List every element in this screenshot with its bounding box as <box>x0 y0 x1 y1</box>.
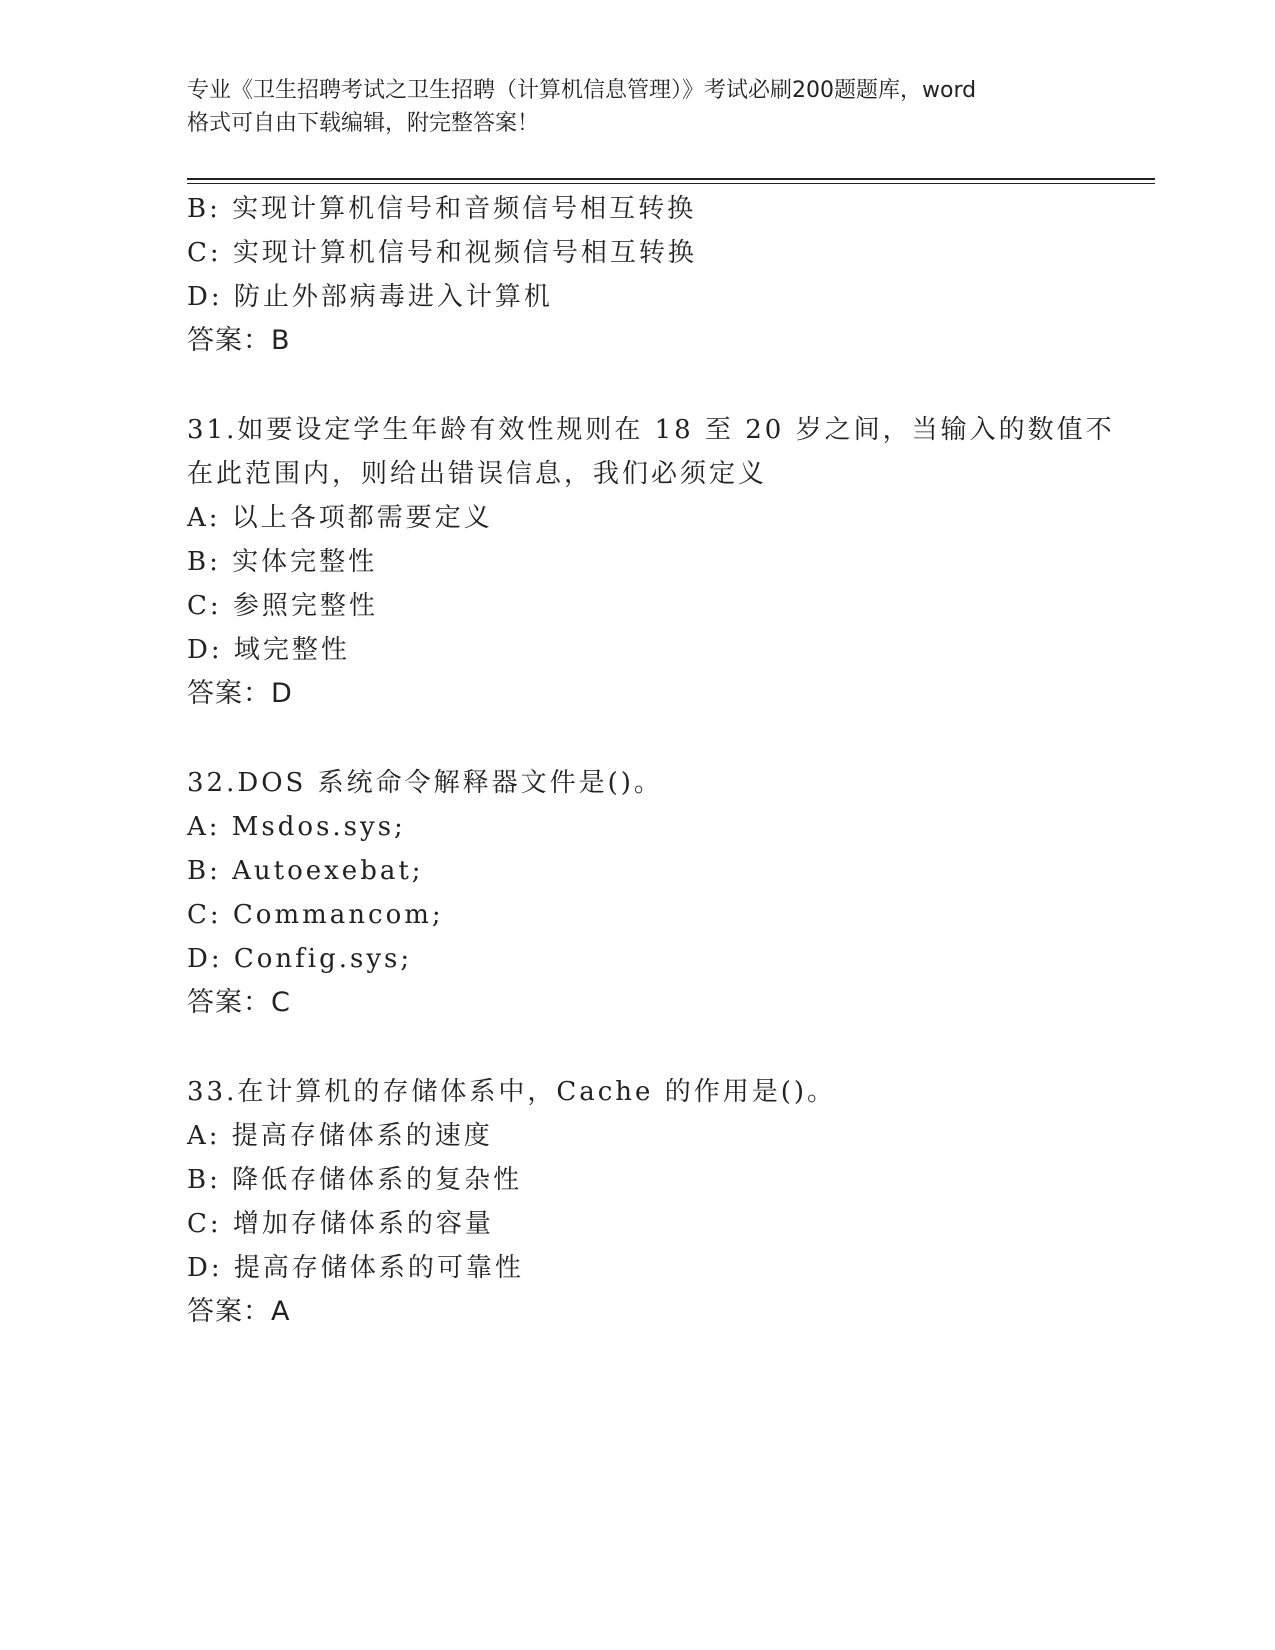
answer-line: 答案：C <box>187 987 291 1018</box>
answer-line: 答案：A <box>187 1296 291 1327</box>
question-block-31 <box>187 408 1115 716</box>
answer-line: 答案：B <box>187 325 291 356</box>
option-c: C: 参照完整性 <box>187 591 378 621</box>
option-c: C: Commancom; <box>187 900 444 930</box>
answer-line: 答案：D <box>187 678 293 709</box>
option-d: D: 防止外部病毒进入计算机 <box>187 282 553 312</box>
option-d: D: Config.sys; <box>187 944 413 974</box>
option-b: B: Autoexebat; <box>187 856 424 886</box>
question-block-prev <box>187 187 1087 363</box>
question-stem-line-2: 在此范围内，则给出错误信息，我们必须定义 <box>187 459 768 489</box>
header-title-line-2: 格式可自由下载编辑，附完整答案！ <box>187 111 540 136</box>
option-b: B: 降低存储体系的复杂性 <box>187 1165 523 1195</box>
question-stem: 32.DOS 系统命令解释器文件是()。 <box>187 768 663 798</box>
header-title-line-1: 专业《卫生招聘考试之卫生招聘（计算机信息管理）》考试必刷200题题库，word <box>187 78 977 103</box>
option-d: D: 提高存储体系的可靠性 <box>187 1253 524 1283</box>
question-gap <box>187 716 1087 761</box>
option-b: B: 实体完整性 <box>187 547 378 577</box>
option-a: A: 以上各项都需要定义 <box>187 503 493 533</box>
question-stem: 33.在计算机的存储体系中，Cache 的作用是()。 <box>187 1077 836 1107</box>
option-c: C: 实现计算机信号和视频信号相互转换 <box>187 238 697 268</box>
header-rule-thin <box>187 183 1155 184</box>
option-a: A: 提高存储体系的速度 <box>187 1121 493 1151</box>
question-block-33 <box>187 1070 1087 1334</box>
header-rule-thick <box>187 178 1155 180</box>
question-gap <box>187 363 1087 408</box>
option-b: B: 实现计算机信号和音频信号相互转换 <box>187 194 697 224</box>
option-c: C: 增加存储体系的容量 <box>187 1209 494 1239</box>
question-block-32 <box>187 761 1087 1025</box>
question-gap <box>187 1025 1087 1070</box>
question-stem-line-1: 31.如要设定学生年龄有效性规则在 18 至 20 岁之间，当输入的数值不 <box>187 415 1115 445</box>
option-d: D: 域完整性 <box>187 635 350 665</box>
question-list <box>187 187 1115 1334</box>
option-a: A: Msdos.sys; <box>187 812 406 842</box>
document-header <box>187 74 1087 140</box>
